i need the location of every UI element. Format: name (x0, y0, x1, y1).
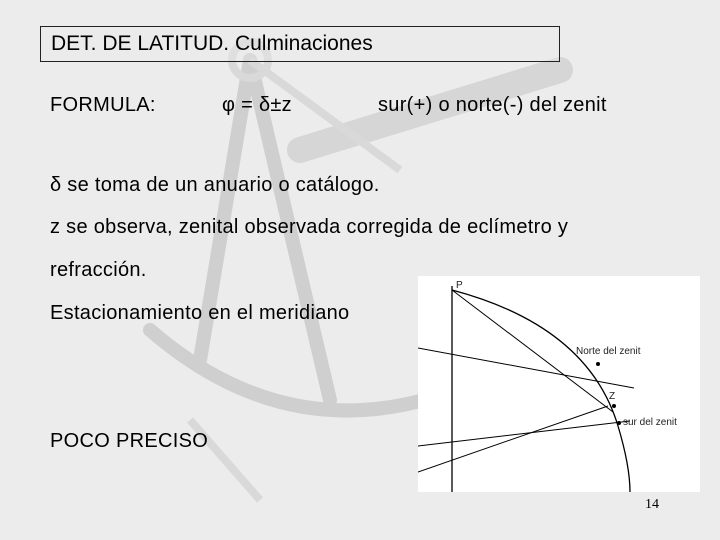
horizon-line (418, 406, 608, 472)
page-number: 14 (645, 497, 659, 512)
formula-expression: φ = δ±z (222, 94, 292, 116)
meridian-line: Estacionamiento en el meridiano (50, 302, 350, 324)
zenith-label: Z (609, 391, 616, 402)
z-observed-line-continued: refracción. (50, 259, 147, 281)
north-zenith-point (596, 362, 600, 366)
slide-title: DET. DE LATITUD. Culminaciones (40, 26, 560, 62)
south-star-line (418, 421, 630, 446)
zenith-point (612, 404, 616, 408)
south-zenith-point (617, 421, 621, 425)
z-observed-line: z se observa, zenital observada corregida de eclímetro y (50, 216, 569, 238)
formula-note: sur(+) o norte(-) del zenit (378, 94, 607, 116)
meridian-diagram (418, 276, 700, 492)
meridian-diagram-svg (418, 276, 700, 492)
south-zenith-label: sur del zenit (623, 417, 677, 428)
formula-label: FORMULA: (50, 94, 156, 116)
meridian-arc (452, 290, 630, 492)
pole-label: P (456, 280, 463, 291)
delta-line: δ se toma de un anuario o catálogo. (50, 174, 380, 196)
precision-note: POCO PRECISO (50, 430, 209, 452)
north-zenith-label: Norte del zenit (576, 346, 641, 357)
